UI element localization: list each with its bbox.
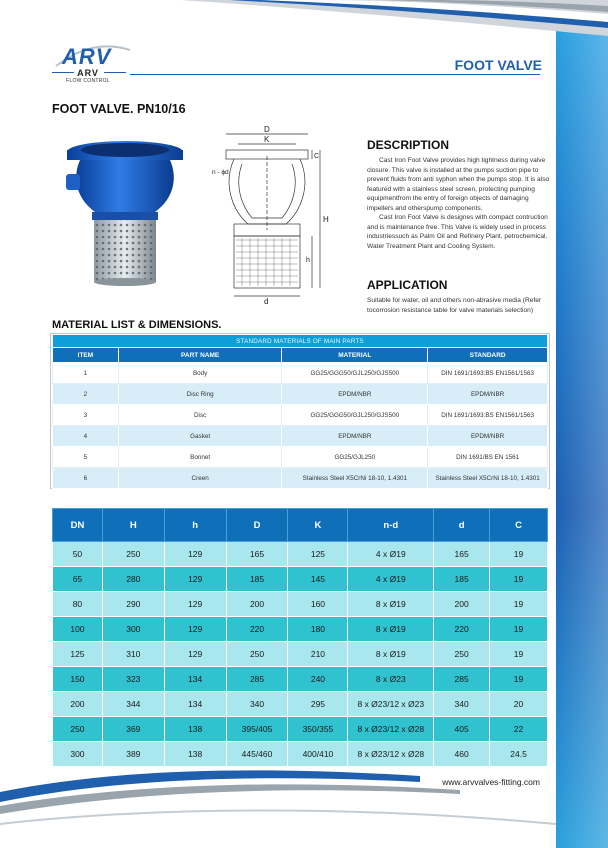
material-cell: Stainless Steel X5CrNi 18-10, 1.4301 <box>282 468 428 489</box>
dim-label-D: D <box>264 126 270 134</box>
dim-cell: 280 <box>102 567 164 592</box>
material-cell: EPDM/NBR <box>428 384 548 405</box>
material-row <box>53 405 548 426</box>
material-cell: 4 <box>53 426 119 447</box>
material-cell: 1 <box>53 363 119 384</box>
dim-cell: 210 <box>288 642 348 667</box>
brand-name: ARV <box>77 68 99 78</box>
description-paragraph-2: Cast Iron Foot Valve is designes with compact contruction and is maintenance free. This Valve is widely used in process industriessuch as Palm Oil and Refinery Plant, petrochemical, Water Treatment Plant and Cooling System. <box>367 214 548 250</box>
dim-cell: 400/410 <box>288 742 348 767</box>
material-table-caption: STANDARD MATERIALS OF MAIN PARTS <box>53 335 548 348</box>
material-cell: 6 <box>53 468 119 489</box>
dim-cell: 8 x Ø23 <box>348 667 434 692</box>
dim-cell: 290 <box>102 592 164 617</box>
dim-label-C: C <box>314 153 320 160</box>
application-paragraph: Suitable for water, oil and others non-abrasive media (Refer tocorrosion resistance table for valve materials selection) <box>367 297 542 314</box>
material-cell: Stainless Steel X5CrNi 18-10, 1.4301 <box>428 468 548 489</box>
brand-tagline: FLOW CONTROL <box>66 78 110 84</box>
dim-cell: 19 <box>490 592 548 617</box>
dim-cell: 65 <box>53 567 103 592</box>
material-cell: 3 <box>53 405 119 426</box>
material-cell: EPDM/NBR <box>282 426 428 447</box>
dimension-row <box>53 717 548 742</box>
dim-cell: 129 <box>164 642 226 667</box>
dim-cell: 200 <box>53 692 103 717</box>
dim-cell: 138 <box>164 717 226 742</box>
dimension-row <box>53 642 548 667</box>
dim-cell: 310 <box>102 642 164 667</box>
top-swoosh-decoration <box>0 0 608 45</box>
right-decorative-band <box>556 0 608 848</box>
material-row <box>53 468 548 489</box>
dim-cell: 19 <box>490 542 548 567</box>
dim-cell: 250 <box>226 642 288 667</box>
dim-cell: 4 x Ø19 <box>348 567 434 592</box>
dim-cell: 350/355 <box>288 717 348 742</box>
material-cell: Body <box>118 363 282 384</box>
dim-cell: 300 <box>102 617 164 642</box>
dim-header-dn: DN <box>53 509 103 542</box>
dim-cell: 250 <box>102 542 164 567</box>
dim-cell: 129 <box>164 542 226 567</box>
dim-cell: 138 <box>164 742 226 767</box>
dim-cell: 80 <box>53 592 103 617</box>
footer-website-link[interactable]: www.arvvalves-fitting.com <box>442 777 540 787</box>
dim-header-D: D <box>226 509 288 542</box>
dim-cell: 20 <box>490 692 548 717</box>
dim-cell: 8 x Ø23/12 x Ø23 <box>348 692 434 717</box>
dim-cell: 125 <box>288 542 348 567</box>
dim-cell: 134 <box>164 692 226 717</box>
dim-cell: 185 <box>226 567 288 592</box>
material-cell: Bonnet <box>118 447 282 468</box>
bottom-swoosh-decoration <box>0 762 608 848</box>
dim-label-nd: n - ϕd <box>212 169 229 176</box>
dimension-row <box>53 567 548 592</box>
dim-cell: 24.5 <box>490 742 548 767</box>
dim-cell: 125 <box>53 642 103 667</box>
material-cell: 2 <box>53 384 119 405</box>
dim-cell: 160 <box>288 592 348 617</box>
dim-cell: 129 <box>164 617 226 642</box>
material-header-standard: STANDARD <box>428 348 548 363</box>
dim-cell: 129 <box>164 567 226 592</box>
dimension-row <box>53 617 548 642</box>
foot-valve-photo <box>58 138 192 288</box>
dim-cell: 165 <box>434 542 490 567</box>
material-header-part-name: PART NAME <box>118 348 282 363</box>
dim-cell: 220 <box>434 617 490 642</box>
material-list-title: MATERIAL LIST & DIMENSIONS. <box>52 319 222 331</box>
material-header-material: MATERIAL <box>282 348 428 363</box>
dim-header-d: d <box>434 509 490 542</box>
dim-cell: 50 <box>53 542 103 567</box>
dim-cell: 8 x Ø19 <box>348 592 434 617</box>
foot-valve-drawing <box>212 126 342 306</box>
dimension-row <box>53 692 548 717</box>
logo-rule-right <box>104 72 126 73</box>
material-row <box>53 363 548 384</box>
material-row <box>53 426 548 447</box>
dim-cell: 340 <box>434 692 490 717</box>
dim-cell: 200 <box>226 592 288 617</box>
dim-label-H: H <box>323 215 329 224</box>
material-cell: GG25/GGG50/GJL250/GJS500 <box>282 405 428 426</box>
logo-subtitle <box>52 68 124 84</box>
dim-header-H: H <box>102 509 164 542</box>
dim-cell: 185 <box>434 567 490 592</box>
dim-header-h: h <box>164 509 226 542</box>
dim-header-nd: n-d <box>348 509 434 542</box>
dim-cell: 285 <box>434 667 490 692</box>
dim-cell: 460 <box>434 742 490 767</box>
product-title: FOOT VALVE. PN10/16 <box>52 102 186 116</box>
logo-wordmark: ARV <box>62 44 112 69</box>
dim-label-K: K <box>264 135 270 144</box>
description-paragraph-1: Cast Iron Foot Valve provides high tightness during valve closure. This valve is installed at the pumps suction pipe to prevent fluids from anti syphon when the pumps stop. It is also featured with a stainless steel screen, protecting pumping equipmentfrom the entry of foreign objects of damaging impellers and otherspump components. <box>367 157 550 212</box>
description-heading: DESCRIPTION <box>367 138 450 152</box>
material-row <box>53 447 548 468</box>
dim-cell: 134 <box>164 667 226 692</box>
section-title: FOOT VALVE <box>454 57 542 73</box>
material-cell: Disc Ring <box>118 384 282 405</box>
dim-cell: 19 <box>490 642 548 667</box>
dim-cell: 19 <box>490 667 548 692</box>
dim-cell: 295 <box>288 692 348 717</box>
dim-cell: 100 <box>53 617 103 642</box>
dim-label-d: d <box>264 297 269 306</box>
dim-cell: 8 x Ø23/12 x Ø28 <box>348 742 434 767</box>
dim-header-C: C <box>490 509 548 542</box>
material-cell: 5 <box>53 447 119 468</box>
dim-cell: 19 <box>490 567 548 592</box>
material-cell: Gasket <box>118 426 282 447</box>
material-cell: GG25/GJL250 <box>282 447 428 468</box>
dim-cell: 22 <box>490 717 548 742</box>
material-cell: GG25/GGG50/GJL250/GJS500 <box>282 363 428 384</box>
dimension-row <box>53 667 548 692</box>
dimension-row <box>53 592 548 617</box>
dim-cell: 19 <box>490 617 548 642</box>
material-cell: Disc <box>118 405 282 426</box>
dim-cell: 369 <box>102 717 164 742</box>
dim-cell: 250 <box>53 717 103 742</box>
dim-cell: 145 <box>288 567 348 592</box>
dim-cell: 405 <box>434 717 490 742</box>
dim-cell: 240 <box>288 667 348 692</box>
dim-cell: 8 x Ø19 <box>348 617 434 642</box>
dim-cell: 129 <box>164 592 226 617</box>
dim-label-h: h <box>306 257 310 264</box>
dimension-table <box>52 508 548 767</box>
dim-cell: 285 <box>226 667 288 692</box>
dim-cell: 220 <box>226 617 288 642</box>
material-cell: DIN 1691/1693:BS EN1561/1563 <box>428 405 548 426</box>
dim-cell: 8 x Ø23/12 x Ø28 <box>348 717 434 742</box>
material-cell: EPDM/NBR <box>428 426 548 447</box>
dim-cell: 200 <box>434 592 490 617</box>
material-row <box>53 384 548 405</box>
dim-cell: 389 <box>102 742 164 767</box>
dim-cell: 323 <box>102 667 164 692</box>
dim-cell: 150 <box>53 667 103 692</box>
dim-cell: 180 <box>288 617 348 642</box>
dim-cell: 445/460 <box>226 742 288 767</box>
dim-cell: 340 <box>226 692 288 717</box>
logo-rule-left <box>52 72 74 73</box>
application-section <box>367 278 553 315</box>
material-header-item: ITEM <box>53 348 119 363</box>
dim-cell: 344 <box>102 692 164 717</box>
dim-cell: 165 <box>226 542 288 567</box>
header-rule <box>130 74 540 75</box>
material-cell: DIN 1691/BS EN 1561 <box>428 447 548 468</box>
material-cell: DIN 1691/1693:BS EN1561/1563 <box>428 363 548 384</box>
application-heading: APPLICATION <box>367 278 448 292</box>
dim-cell: 4 x Ø19 <box>348 542 434 567</box>
material-cell: EPDM/NBR <box>282 384 428 405</box>
description-section <box>367 138 553 251</box>
material-table <box>52 334 548 489</box>
dim-cell: 250 <box>434 642 490 667</box>
dim-cell: 300 <box>53 742 103 767</box>
dim-cell: 395/405 <box>226 717 288 742</box>
dim-header-K: K <box>288 509 348 542</box>
dim-cell: 8 x Ø19 <box>348 642 434 667</box>
dimension-row <box>53 542 548 567</box>
material-cell: Creen <box>118 468 282 489</box>
